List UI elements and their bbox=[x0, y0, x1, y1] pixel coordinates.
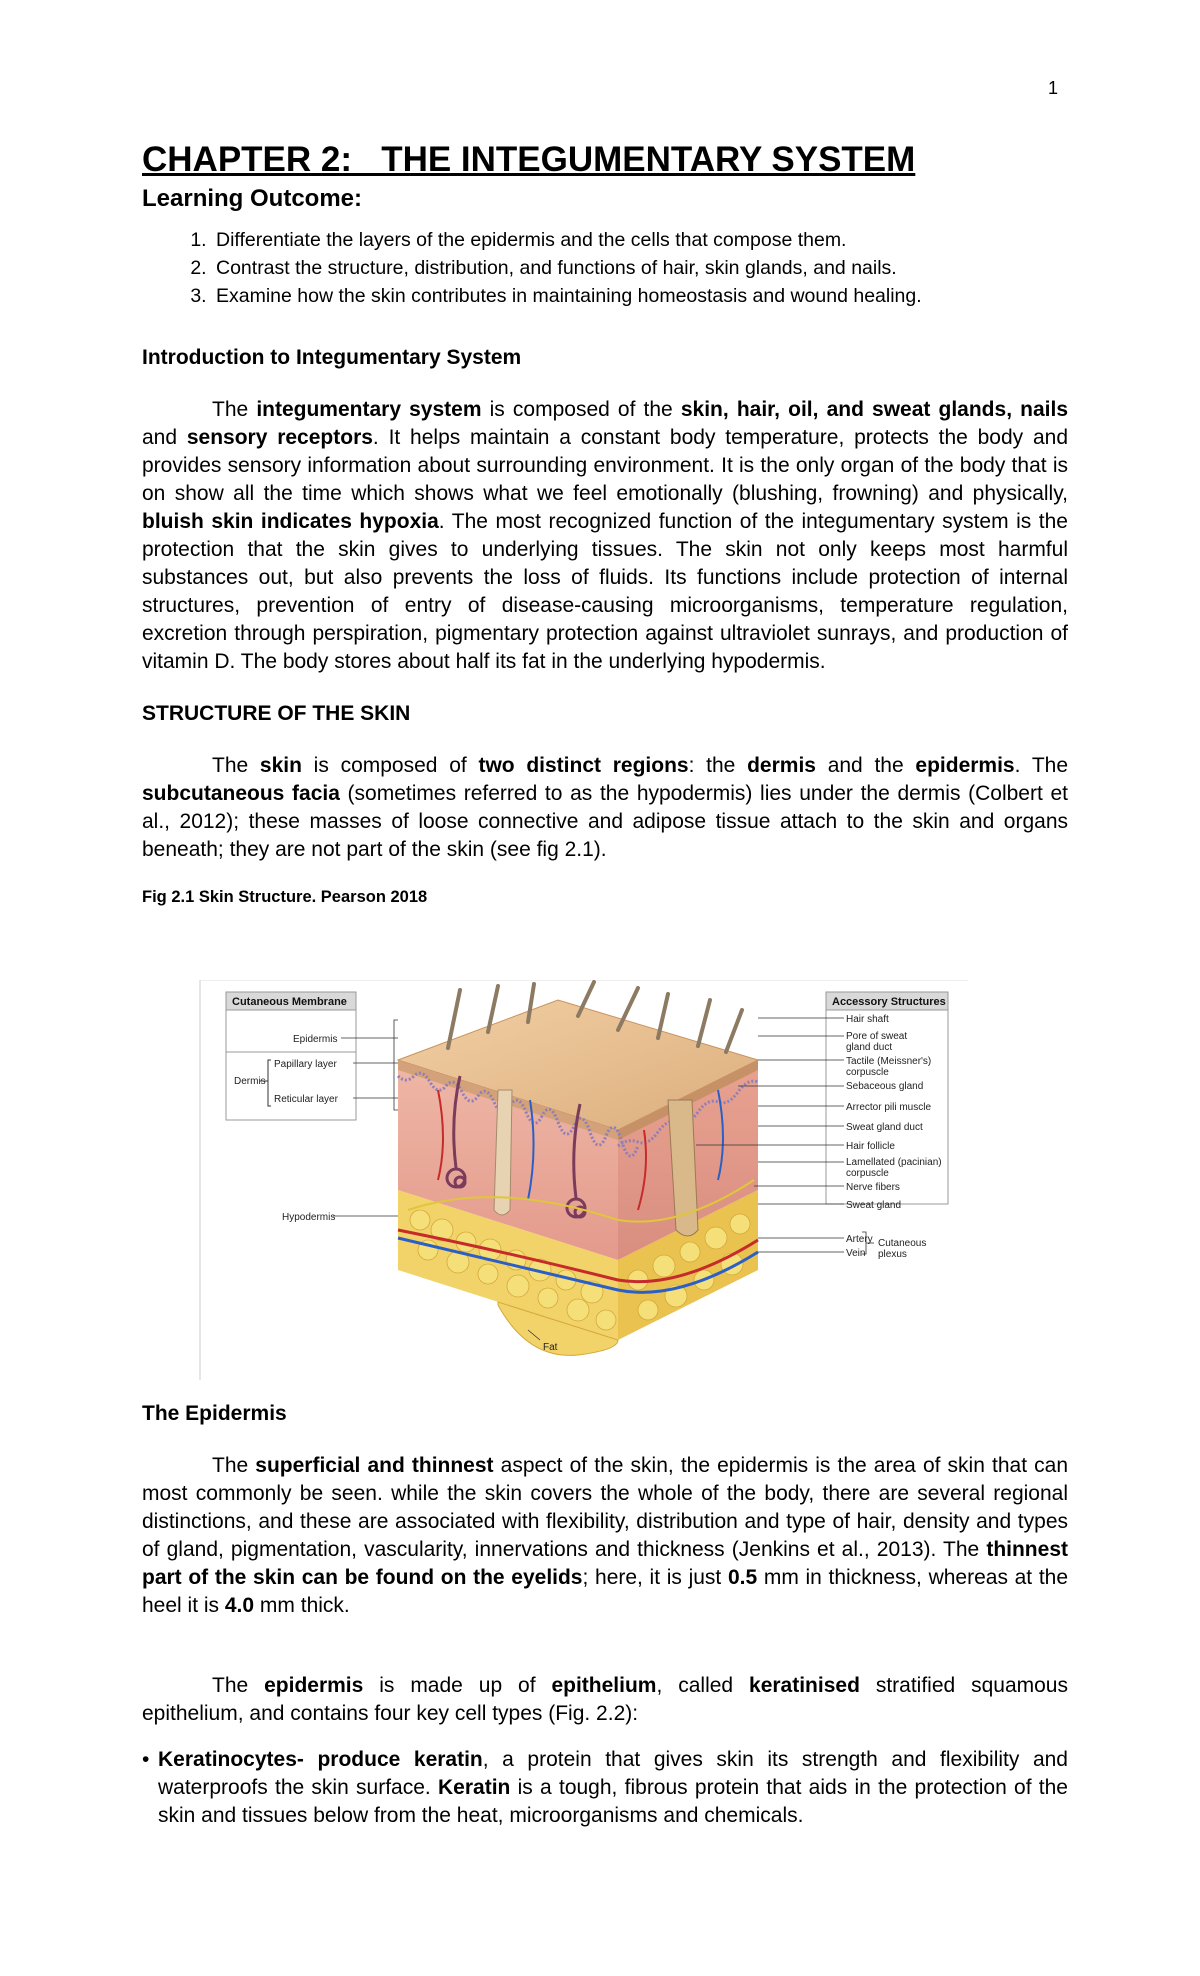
label-hair-follicle: Hair follicle bbox=[846, 1141, 895, 1152]
bullet-marker: • bbox=[142, 1748, 150, 1771]
bold-term: 4.0 bbox=[224, 1594, 255, 1617]
text-run: : the bbox=[688, 754, 748, 777]
bold-term: two distinct regions bbox=[478, 754, 689, 777]
right-box-title: Accessory Structures bbox=[832, 996, 946, 1008]
label-corpuscle: corpuscle bbox=[846, 1067, 889, 1078]
bold-term: epithelium bbox=[551, 1674, 657, 1697]
list-item-keratinocytes bbox=[142, 1746, 1068, 1830]
cutaneous-membrane-box bbox=[226, 992, 356, 1223]
structure-paragraph bbox=[142, 752, 1068, 864]
bold-term: 0.5 bbox=[727, 1566, 758, 1589]
label-sweat-gland: Sweat gland bbox=[846, 1200, 902, 1211]
accessory-structures-box bbox=[826, 992, 948, 1211]
label-vein: Vein bbox=[846, 1248, 866, 1259]
skin-structure-figure bbox=[198, 980, 978, 1380]
outcome-item: 3. Examine how the skin contributes in maintaining homeostasis and wound healing. bbox=[212, 282, 1068, 310]
label-hair-shaft: Hair shaft bbox=[846, 1014, 889, 1025]
epidermis-paragraph-2 bbox=[142, 1672, 1068, 1728]
label-sweat-gland-duct: Sweat gland duct bbox=[846, 1122, 923, 1133]
text-run: . The bbox=[1014, 754, 1068, 777]
label-fat: Fat bbox=[543, 1342, 558, 1353]
label-artery: Artery bbox=[846, 1234, 873, 1245]
left-box-title: Cutaneous Membrane bbox=[232, 996, 347, 1008]
page-content bbox=[142, 138, 1068, 908]
epidermis-paragraph-1 bbox=[142, 1452, 1068, 1620]
text-run: (sometimes referred to as the hypodermis) lies under the dermis (Colbert et al., 2012); these masses of loose connective and adipose tissue attach to the skin and organs beneath; they are not part of the skin (see fig 2.1). bbox=[142, 782, 1068, 861]
skin-diagram bbox=[198, 980, 978, 1380]
text-run: stratified squamous epithelium, and contains four key cell types (Fig. 2.2): bbox=[142, 1674, 1068, 1725]
text-run: and bbox=[142, 426, 187, 449]
label-pore-sweat: Pore of sweat bbox=[846, 1031, 908, 1042]
label-papillary-layer: Papillary layer bbox=[274, 1059, 337, 1070]
bold-term: keratinised bbox=[749, 1674, 860, 1697]
text-run: is composed of the bbox=[481, 398, 681, 421]
text-run: is a tough, fibrous protein that aids in the protection of the skin and tissues below from the heat, microorganisms and chemicals. bbox=[158, 1776, 1068, 1827]
outcome-item: 1. Differentiate the layers of the epidermis and the cells that compose them. bbox=[212, 226, 1068, 254]
text-run: The bbox=[212, 754, 260, 777]
label-reticular-layer: Reticular layer bbox=[274, 1094, 338, 1105]
label-arrector-pili: Arrector pili muscle bbox=[846, 1102, 932, 1113]
bold-term: thinnest part of the skin can be found on the eyelids bbox=[142, 1538, 1068, 1589]
label-gland-duct: gland duct bbox=[846, 1042, 893, 1053]
text-run: mm in thickness, whereas at the heel it is bbox=[142, 1566, 1069, 1617]
intro-paragraph bbox=[142, 396, 1068, 676]
bold-term: skin, hair, oil, and sweat glands, nails bbox=[680, 398, 1068, 421]
outcome-item: 2. Contrast the structure, distribution, and functions of hair, skin glands, and nails. bbox=[212, 254, 1068, 282]
figure-caption: Fig 2.1 Skin Structure. Pearson 2018 bbox=[142, 888, 428, 906]
text-run: The bbox=[212, 1454, 256, 1477]
bold-term: Keratinocytes- produce keratin bbox=[158, 1748, 483, 1771]
epidermis-section bbox=[142, 1400, 1068, 1830]
label-sebaceous-gland: Sebaceous gland bbox=[846, 1081, 924, 1092]
label-tactile: Tactile (Meissner's) bbox=[846, 1056, 932, 1067]
bold-term: sensory receptors bbox=[186, 426, 373, 449]
text-run: . It helps maintain a constant body temperature, protects the body and provides sensory information about surrounding environment. It is the only organ of the body that is on show all the time which shows what we feel emotionally (blushing, frowning) and physically, bbox=[142, 426, 1069, 505]
label-epidermis: Epidermis bbox=[293, 1034, 338, 1045]
page-number: 1 bbox=[1047, 78, 1058, 98]
bold-term: Keratin bbox=[438, 1776, 511, 1799]
label-corpuscle-2: corpuscle bbox=[846, 1168, 889, 1179]
text-run: ; here, it is just bbox=[582, 1566, 728, 1589]
text-run: . The most recognized function of the integumentary system is the protection that the skin gives to underlying tissues. The skin not only keeps most harmful substances out, but also prevents the loss of fluids. Its functions include protection of internal structures, prevention of entry of disease-causing microorganisms, temperature regulation, excretion through perspiration, pigmentary protection against ultraviolet sunrays, and production of vitamin D. The body stores about half its fat in the underlying hypodermis. bbox=[142, 510, 1068, 673]
text-run: , a protein that gives skin its strength and flexibility and waterproofs the skin surface. bbox=[158, 1748, 1068, 1799]
bold-term: skin bbox=[259, 754, 302, 777]
label-plexus: plexus bbox=[878, 1249, 907, 1260]
bold-term: epidermis bbox=[915, 754, 1015, 777]
text-run: is composed of bbox=[301, 754, 479, 777]
structure-heading: STRUCTURE OF THE SKIN bbox=[142, 702, 411, 725]
bold-term: subcutaneous facia bbox=[142, 782, 340, 805]
cell-types-list bbox=[142, 1746, 1068, 1830]
text-run: aspect of the skin, the epidermis is the area of skin that can most commonly be seen. while the skin covers the whole of the body, there are several regional distinctions, and these are associated with flexibility, distribution and type of hair, density and types of gland, pigmentation, vascularity, innervations and thickness (Jenkins et al., 2013). The bbox=[142, 1454, 1068, 1561]
label-hypodermis: Hypodermis bbox=[282, 1212, 336, 1223]
learning-outcome-heading: Learning Outcome: bbox=[142, 185, 363, 212]
text-run: and the bbox=[815, 754, 916, 777]
text-run: , called bbox=[656, 1674, 750, 1697]
text-run: The bbox=[212, 398, 257, 421]
text-run: is made up of bbox=[363, 1674, 552, 1697]
bold-term: superficial and thinnest bbox=[255, 1454, 494, 1477]
text-run: mm thick. bbox=[254, 1594, 350, 1617]
bold-term: dermis bbox=[747, 754, 816, 777]
bold-term: epidermis bbox=[264, 1674, 364, 1697]
label-dermis: Dermis bbox=[234, 1076, 266, 1087]
label-nerve-fibers: Nerve fibers bbox=[846, 1182, 900, 1193]
chapter-title: CHAPTER 2: THE INTEGUMENTARY SYSTEM bbox=[142, 140, 916, 179]
epidermis-heading: The Epidermis bbox=[142, 1402, 287, 1425]
intro-heading: Introduction to Integumentary System bbox=[142, 346, 522, 369]
bold-term: integumentary system bbox=[256, 398, 482, 421]
text-run: The bbox=[212, 1674, 265, 1697]
learning-outcomes-list bbox=[142, 226, 1068, 310]
bold-term: bluish skin indicates hypoxia bbox=[142, 510, 439, 533]
label-lamellated: Lamellated (pacinian) bbox=[846, 1157, 942, 1168]
label-cutaneous: Cutaneous bbox=[878, 1238, 927, 1249]
